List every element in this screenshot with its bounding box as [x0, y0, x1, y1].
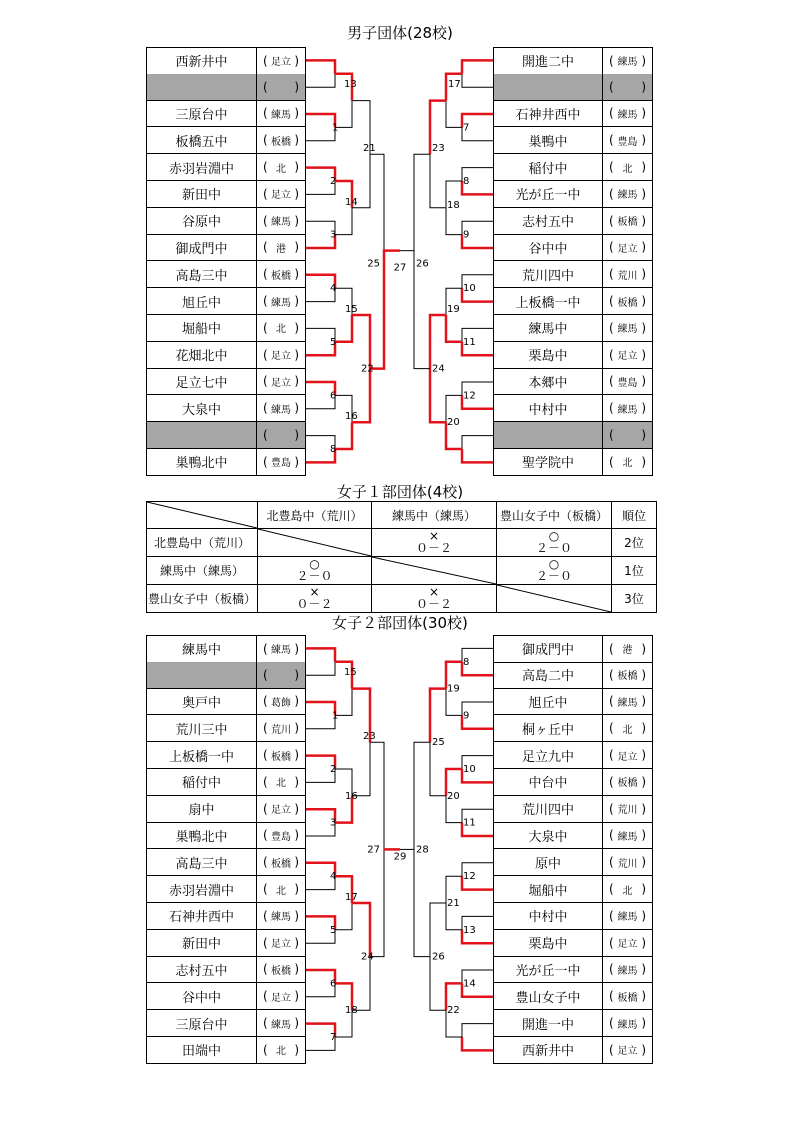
team-region: ( 足立 ): [263, 186, 299, 202]
region-label: 足立: [271, 57, 291, 69]
match-number: 11: [463, 336, 476, 348]
match-number: 27: [367, 844, 380, 856]
match-number: 22: [361, 363, 374, 375]
region-label: 練馬: [617, 697, 638, 709]
team-name: 巣鴨北中: [147, 449, 257, 475]
region-label: 足立: [271, 190, 291, 202]
team-region: ( 練馬 ): [263, 106, 299, 121]
team-region: ( 足立 ): [609, 1042, 646, 1058]
team-region: ( 練馬 ): [609, 53, 646, 69]
result-symbol: ○: [548, 528, 560, 543]
region-label: 板橋: [617, 297, 638, 309]
team-region: ( 板橋 ): [609, 213, 646, 229]
region-label: 足立: [271, 992, 291, 1004]
result-score: ２－０: [296, 568, 333, 583]
team-region: ( ): [609, 79, 646, 94]
match-number: 10: [463, 764, 476, 775]
match-number: 22: [447, 1005, 460, 1017]
match-number: 19: [447, 304, 460, 315]
match-number: 24: [361, 951, 374, 963]
region-label: 北: [276, 885, 286, 897]
region-label: 練馬: [271, 297, 291, 309]
match-number: 15: [344, 666, 357, 678]
team-name: 聖学院中: [494, 449, 603, 475]
match-number: 26: [432, 951, 445, 963]
result-symbol: ×: [428, 528, 440, 543]
match-number: 20: [447, 790, 460, 802]
team-name: 大泉中: [147, 395, 257, 421]
team-region: ( 北 ): [609, 882, 646, 897]
team-name: 西新井中: [494, 1037, 603, 1063]
match-number: 27: [393, 262, 407, 274]
region-label: 豊島: [271, 831, 291, 843]
team-name: 西新井中: [147, 48, 257, 74]
region-label: 足立: [617, 243, 638, 255]
team-name: 開進一中: [494, 1010, 603, 1036]
team-region: ( 板橋 ): [609, 667, 646, 683]
team-name: 中村中: [494, 903, 603, 929]
match-number: 28: [416, 844, 429, 856]
match-number: 18: [447, 199, 460, 211]
result-symbol: ○: [309, 556, 320, 571]
match-number: 16: [345, 790, 358, 802]
match-number: 5: [330, 924, 337, 936]
team-name: 上板橋一中: [494, 288, 603, 314]
region-label: 練馬: [271, 217, 291, 229]
match-number: 25: [367, 258, 380, 270]
match-number: 9: [463, 710, 470, 722]
match-number: 8: [330, 444, 337, 455]
team-name: 高島三中: [147, 849, 257, 875]
match-number: 6: [330, 978, 337, 990]
team-region: ( 北 ): [263, 774, 299, 790]
team-region: ( 練馬 ): [263, 641, 299, 657]
region-label: 豊島: [271, 458, 291, 470]
match-number: 29: [393, 851, 407, 863]
team-region: ( 板橋 ): [263, 133, 299, 148]
match-number: 8: [463, 656, 470, 668]
region-label: 豊島: [617, 136, 638, 148]
team-region: ( 荒川 ): [609, 855, 646, 870]
match-number: 2: [330, 764, 337, 775]
team-name: 志村五中: [147, 957, 257, 983]
team-region: ( 練馬 ): [263, 401, 299, 416]
match-number: 6: [330, 390, 337, 402]
region-label: 板橋: [271, 136, 291, 148]
bracket-line: [370, 849, 384, 956]
team-name: 旭丘中: [147, 288, 257, 314]
region-label: 板橋: [617, 778, 638, 790]
team-region: ( 豊島 ): [263, 828, 299, 843]
region-label: 荒川: [617, 270, 638, 282]
team-name: 原中: [494, 849, 603, 875]
team-region: ( 北 ): [609, 454, 646, 470]
result-score: ２－０: [535, 568, 572, 583]
team-name: 中台中: [494, 769, 603, 795]
team-region: ( 板橋 ): [263, 267, 299, 282]
team-region: ( 足立 ): [263, 801, 299, 817]
team-name: 赤羽岩淵中: [147, 876, 257, 902]
team-region: ( 練馬 ): [609, 186, 646, 202]
team-name: 赤羽岩淵中: [147, 154, 257, 180]
region-label: 北: [622, 163, 633, 175]
team-cell: 北豊島中（荒川）: [147, 529, 258, 557]
girls2-title: 女子２部団体(30校): [332, 614, 468, 632]
bracket-line: [352, 742, 370, 796]
team-region: ( 豊島 ): [263, 454, 299, 470]
match-number: 15: [345, 304, 358, 315]
bracket-line: [430, 742, 446, 796]
team-name: 御成門中: [494, 636, 603, 662]
region-label: 足立: [617, 939, 638, 951]
team-region: ( 北 ): [609, 721, 646, 736]
region-label: 荒川: [271, 724, 291, 736]
team-region: ( 足立 ): [263, 989, 299, 1004]
team-name: 上板橋一中: [147, 742, 257, 768]
team-region: ( 港 ): [609, 641, 646, 657]
team-name: 花畑北中: [147, 342, 257, 368]
team-region: ( 板橋 ): [609, 774, 646, 790]
result-score: ２－０: [535, 540, 572, 555]
result-score: ０－２: [296, 596, 333, 611]
team-name: 栗島中: [494, 342, 603, 368]
team-region: ( 港 ): [263, 240, 299, 255]
team-cell: 練馬中（練馬）: [147, 557, 258, 585]
region-label: 足立: [617, 1046, 638, 1058]
region-label: 板橋: [617, 671, 638, 683]
bracket-line: [306, 662, 335, 675]
team-name: 三原台中: [147, 1010, 257, 1036]
header-cell: 順位: [612, 502, 657, 529]
team-region: ( 練馬 ): [609, 694, 646, 709]
team-region: ( 北 ): [263, 882, 299, 897]
region-label: 板橋: [271, 858, 291, 870]
team-region: ( 足立 ): [263, 935, 299, 951]
team-name: 三原台中: [147, 101, 257, 127]
team-region: ( 北 ): [609, 160, 646, 175]
region-label: 北: [622, 885, 633, 897]
team-region: ( 板橋 ): [263, 962, 299, 977]
team-name: 巣鴨中: [494, 127, 603, 153]
result-symbol: ×: [309, 584, 320, 599]
bracket-line: [430, 689, 446, 743]
team-name: 荒川四中: [494, 796, 603, 822]
team-region: ( 練馬 ): [609, 320, 646, 336]
region-label: 足立: [271, 939, 291, 951]
region-label: 練馬: [617, 324, 638, 336]
region-label: 板橋: [271, 751, 291, 763]
region-label: 足立: [617, 351, 638, 363]
region-label: 練馬: [271, 109, 291, 121]
team-region: ( 北 ): [263, 1042, 299, 1058]
region-label: 板橋: [617, 992, 638, 1004]
region-label: 北: [622, 724, 633, 736]
result-score: ０－２: [415, 596, 452, 611]
team-region: ( 足立 ): [263, 53, 299, 69]
region-label: 足立: [617, 751, 638, 763]
team-name: 光が丘一中: [494, 957, 603, 983]
bracket-line: [414, 742, 430, 849]
team-name: 新田中: [147, 930, 257, 956]
match-number: 14: [463, 978, 476, 990]
team-region: ( 荒川 ): [609, 267, 646, 282]
team-region: ( 足立 ): [609, 748, 646, 763]
team-name: 堀船中: [147, 315, 257, 341]
match-number: 7: [330, 1032, 337, 1043]
team-name: 石神井西中: [147, 903, 257, 929]
region-label: 港: [622, 645, 633, 657]
team-name: 高島三中: [147, 261, 257, 287]
team-name: 荒川三中: [147, 715, 257, 741]
rank-cell: 3位: [612, 585, 657, 613]
team-region: ( 板橋 ): [263, 855, 299, 870]
team-region: ( 練馬 ): [609, 908, 646, 924]
team-region: ( 板橋 ): [609, 294, 646, 309]
bracket-line: [306, 715, 335, 728]
team-region: ( 板橋 ): [609, 989, 646, 1004]
team-region: ( 足立 ): [263, 347, 299, 363]
result-symbol: ×: [428, 584, 440, 599]
match-number: 1: [332, 710, 339, 722]
team-name: 板橋五中: [147, 127, 257, 153]
region-label: 板橋: [271, 965, 291, 977]
result-score: ０－２: [415, 540, 452, 555]
team-name: 巣鴨北中: [147, 823, 257, 849]
team-region: ( 練馬 ): [609, 962, 646, 977]
team-name: 豊山女子中: [494, 983, 603, 1009]
region-label: 北: [276, 324, 286, 336]
team-region: ( 練馬 ): [263, 1016, 299, 1031]
region-label: 北: [276, 778, 286, 790]
bracket-line: [306, 648, 335, 661]
team-name: 桐ヶ丘中: [494, 715, 603, 741]
region-label: 足立: [271, 805, 291, 817]
team-region: ( 足立 ): [609, 347, 646, 363]
rank-cell: 2位: [612, 529, 657, 557]
team-name: 谷原中: [147, 208, 257, 234]
match-number: 13: [463, 924, 476, 936]
region-label: 練馬: [617, 912, 638, 924]
team-region: ( ): [609, 428, 646, 443]
header-cell: 豊山女子中（板橋）: [497, 502, 612, 529]
team-name: 中村中: [494, 395, 603, 421]
team-region: ( 練馬 ): [609, 401, 646, 416]
match-number: 13: [344, 78, 357, 90]
region-label: 荒川: [617, 858, 638, 870]
region-label: 豊島: [617, 377, 638, 389]
bracket-line: [370, 742, 384, 849]
team-region: ( 足立 ): [609, 935, 646, 951]
team-name: 足立七中: [147, 369, 257, 395]
team-cell: 豊山女子中（板橋）: [147, 585, 258, 613]
bracket-line: [430, 903, 446, 957]
match-number: 10: [463, 283, 476, 295]
match-number: 2: [330, 176, 337, 187]
region-label: 練馬: [271, 645, 291, 657]
team-name: 谷中中: [494, 235, 603, 261]
team-name: 練馬中: [147, 636, 257, 662]
team-name: 旭丘中: [494, 689, 603, 715]
match-number: 19: [447, 683, 460, 695]
match-number: 3: [330, 817, 337, 829]
bracket-line: [352, 903, 370, 957]
match-number: 3: [330, 229, 337, 241]
team-region: ( 北 ): [263, 320, 299, 336]
team-region: ( 荒川 ): [263, 721, 299, 736]
region-label: 練馬: [617, 109, 638, 121]
match-number: 4: [330, 283, 337, 295]
region-label: 荒川: [617, 805, 638, 817]
bracket-line: [462, 1024, 493, 1037]
team-region: ( 練馬 ): [263, 294, 299, 309]
match-number: 7: [463, 122, 470, 134]
match-number: 21: [447, 898, 460, 909]
match-number: 23: [363, 731, 376, 743]
match-number: 26: [416, 258, 429, 270]
team-name: 谷中中: [147, 983, 257, 1009]
team-name: 志村五中: [494, 208, 603, 234]
team-region: ( 練馬 ): [263, 213, 299, 229]
team-name: 稲付中: [494, 154, 603, 180]
team-name: 足立九中: [494, 742, 603, 768]
team-name: 田端中: [147, 1037, 257, 1063]
team-name: 開進二中: [494, 48, 603, 74]
match-number: 9: [463, 229, 470, 241]
bracket-line: [414, 849, 430, 956]
region-label: 練馬: [617, 404, 638, 416]
region-label: 葛飾: [271, 697, 291, 709]
bracket-line: [430, 957, 446, 1011]
bracket-line: [335, 903, 352, 930]
header-cell: 練馬中（練馬）: [372, 502, 497, 529]
region-label: 練馬: [617, 190, 638, 202]
match-number: 14: [345, 196, 358, 208]
team-name: 御成門中: [147, 235, 257, 261]
result-symbol: ○: [548, 556, 560, 571]
match-number: 12: [463, 871, 476, 883]
team-name: 新田中: [147, 181, 257, 207]
region-label: 練馬: [617, 965, 638, 977]
team-region: ( 足立 ): [609, 240, 646, 255]
region-label: 板橋: [617, 217, 638, 229]
team-region: ( 葛飾 ): [263, 694, 299, 709]
boys-title: 男子団体(28校): [347, 24, 453, 42]
region-label: 練馬: [617, 831, 638, 843]
team-region: ( ): [263, 667, 299, 682]
team-name: 荒川四中: [494, 261, 603, 287]
region-label: 港: [276, 243, 286, 255]
team-name: 堀船中: [494, 876, 603, 902]
team-name: 石神井西中: [494, 101, 603, 127]
team-region: ( 練馬 ): [609, 828, 646, 843]
rank-cell: 1位: [612, 557, 657, 585]
team-region: ( 荒川 ): [609, 801, 646, 817]
header-cell: 北豊島中（荒川）: [258, 502, 372, 529]
match-number: 11: [463, 817, 476, 829]
region-label: 足立: [271, 351, 291, 363]
team-name: 高島二中: [494, 662, 603, 688]
team-name: 稲付中: [147, 769, 257, 795]
region-label: 足立: [271, 377, 291, 389]
match-number: 8: [463, 176, 470, 187]
match-number: 18: [345, 1005, 358, 1017]
match-number: 25: [432, 737, 445, 749]
team-region: ( 練馬 ): [609, 1016, 646, 1031]
bracket-line: [352, 957, 370, 1011]
match-number: 4: [330, 871, 337, 883]
team-region: ( 豊島 ): [609, 133, 646, 148]
match-number: 17: [345, 892, 358, 903]
team-region: ( 足立 ): [263, 374, 299, 389]
region-label: 練馬: [271, 404, 291, 416]
region-label: 北: [276, 1046, 286, 1058]
region-label: 北: [622, 458, 633, 470]
match-number: 5: [330, 336, 337, 348]
match-number: 23: [432, 143, 445, 155]
team-region: ( ): [263, 79, 299, 94]
team-region: ( 北 ): [263, 160, 299, 175]
team-region: ( 練馬 ): [609, 106, 646, 121]
region-label: 北: [276, 163, 286, 175]
team-region: ( ): [263, 428, 299, 443]
team-region: ( 板橋 ): [263, 748, 299, 763]
match-number: 16: [345, 411, 358, 423]
region-label: 練馬: [271, 1019, 291, 1031]
team-name: 扇中: [147, 796, 257, 822]
team-region: ( 練馬 ): [263, 908, 299, 924]
girls1-title: 女子１部団体(4校): [336, 483, 464, 501]
match-number: 1: [332, 122, 339, 134]
team-name: 奥戸中: [147, 689, 257, 715]
region-label: 練馬: [617, 1019, 638, 1031]
team-name: 本郷中: [494, 369, 603, 395]
region-label: 板橋: [271, 270, 291, 282]
region-label: 練馬: [617, 57, 638, 69]
match-number: 21: [363, 143, 376, 155]
team-name: 栗島中: [494, 930, 603, 956]
team-name: 大泉中: [494, 823, 603, 849]
match-number: 12: [463, 390, 476, 402]
bracket-line: [306, 702, 335, 715]
match-number: 24: [432, 363, 445, 375]
team-name: 光が丘一中: [494, 181, 603, 207]
match-number: 20: [447, 417, 460, 429]
region-label: 練馬: [271, 912, 291, 924]
bracket-line: [462, 1037, 493, 1050]
team-name: 練馬中: [494, 315, 603, 341]
team-region: ( 豊島 ): [609, 374, 646, 389]
match-number: 17: [448, 78, 461, 90]
